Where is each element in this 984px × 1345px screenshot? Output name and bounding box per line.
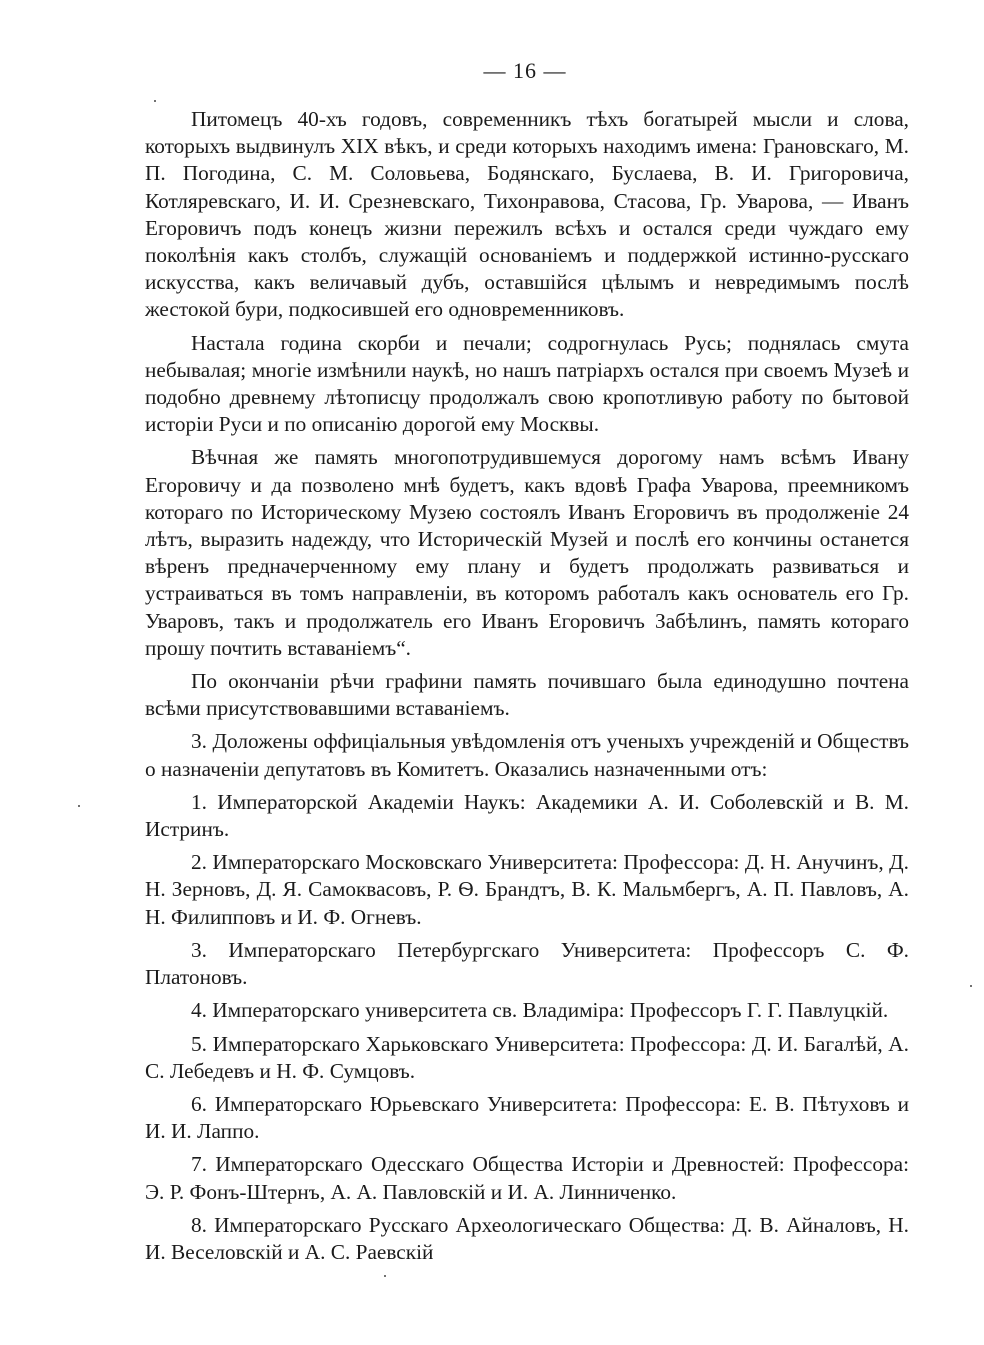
list-item: 4. Императорскаго университета св. Владиміра: Профессоръ Г. Г. Павлуцкій. (191, 998, 889, 1023)
page-number: — 16 — (483, 58, 567, 83)
list-item: 2. Императорскаго Московскаго Университета: Профессора: Д. Н. Анучинъ, Д. Н. Зерновъ, Д. Я. Самоквасовъ, Р. Ѳ. Брандтъ, В. К. Мальмбергъ, А. П. Павловъ, А. Н. Филипповъ и И. Ф. Огневъ. (145, 850, 909, 929)
scan-speck (154, 100, 156, 102)
paragraph: 3. Доложены оффиціальныя увѣдомленія отъ ученыхъ учрежденій и Обществъ о назначеніи депутатовъ въ Комитетъ. Оказались назначенными отъ: (145, 729, 909, 781)
list-item: 3. Императорскаго Петербургскаго Университета: Профессоръ С. Ф. Платоновъ. (145, 937, 909, 990)
scan-speck (78, 805, 80, 807)
list-item: 5. Императорскаго Харьковскаго Университета: Профессора: Д. И. Багалѣй, А. С. Лебедевъ и Н. Ф. Сумцовъ. (145, 1031, 909, 1083)
paragraph: По окончаніи рѣчи графини память почившаго была единодушно почтена всѣми присутствовавшими вставаніемъ. (145, 669, 909, 721)
list-item: 1. Императорской Академіи Наукъ: Академики А. И. Соболевскій и В. М. Истринъ. (145, 789, 909, 842)
paragraph: Питомецъ 40-хъ годовъ, современникъ тѣхъ богатырей мысли и слова, которыхъ выдвинулъ XIX вѣкъ, и среди которыхъ находимъ имена: Грановскаго, М. П. Погодина, С. М. Соловьева, Бодянскаго, Буслаева, В. И. Григоровича, Котляревскаго, И. И. Срезневскаго, Тихонравова, Стасова, Гр. Уварова, — Иванъ Егоровичъ подъ конецъ жизни пережилъ всѣхъ и остался среди чуждаго ему поколѣнія какъ столбъ, служащій основаніемъ и поддержкой истинно-русскаго искусства, какъ величавый дубъ, оставшійся цѣлымъ и невредимымъ послѣ жестокой бури, подкосившей его одновременниковъ. (145, 107, 909, 322)
scan-speck (970, 985, 972, 987)
body-text (145, 106, 909, 1272)
list-item: 6. Императорскаго Юрьевскаго Университета: Профессора: Е. В. Пѣтуховъ и И. И. Лаппо. (145, 1091, 909, 1144)
list-item: 7. Императорскаго Одесскаго Общества Исторіи и Древностей: Профессора: Э. Р. Фонъ-Штернъ, А. А. Павловскій и И. А. Линниченко. (145, 1152, 909, 1204)
list-item: 8. Императорскаго Русскаго Археологическаго Общества: Д. В. Айналовъ, Н. И. Веселовскій и А. С. Раевскій (145, 1212, 909, 1264)
paragraph: Настала година скорби и печали; содрогнулась Русь; поднялась смута небывалая; многіе измѣнили наукѣ, но нашъ патріархъ остался при своемъ Музеѣ и подобно древнему лѣтописцу продолжалъ свою кропотливую работу по бытовой исторіи Руси и по описанію дорогой ему Москвы. (145, 330, 909, 437)
scan-speck (384, 1275, 386, 1277)
paragraph: Вѣчная же память многопотрудившемуся дорогому намъ всѣмъ Ивану Егоровичу и да позволено мнѣ будетъ, какъ вдовѣ Графа Уварова, преемникомъ котораго по Историческому Музею состоялъ Иванъ Егоровичъ въ продолженіе 24 лѣтъ, выразить надежду, что Историческій Музей и послѣ его кончины останется вѣренъ предначерченному ему плану и будетъ продолжать развиваться и устраиваться въ томъ направленіи, въ которомъ работалъ какъ основатель его Гр. Уваровъ, такъ и продолжатель его Иванъ Егоровичъ Забѣлинъ, память котораго прошу почтить вставаніемъ“. (145, 445, 909, 660)
